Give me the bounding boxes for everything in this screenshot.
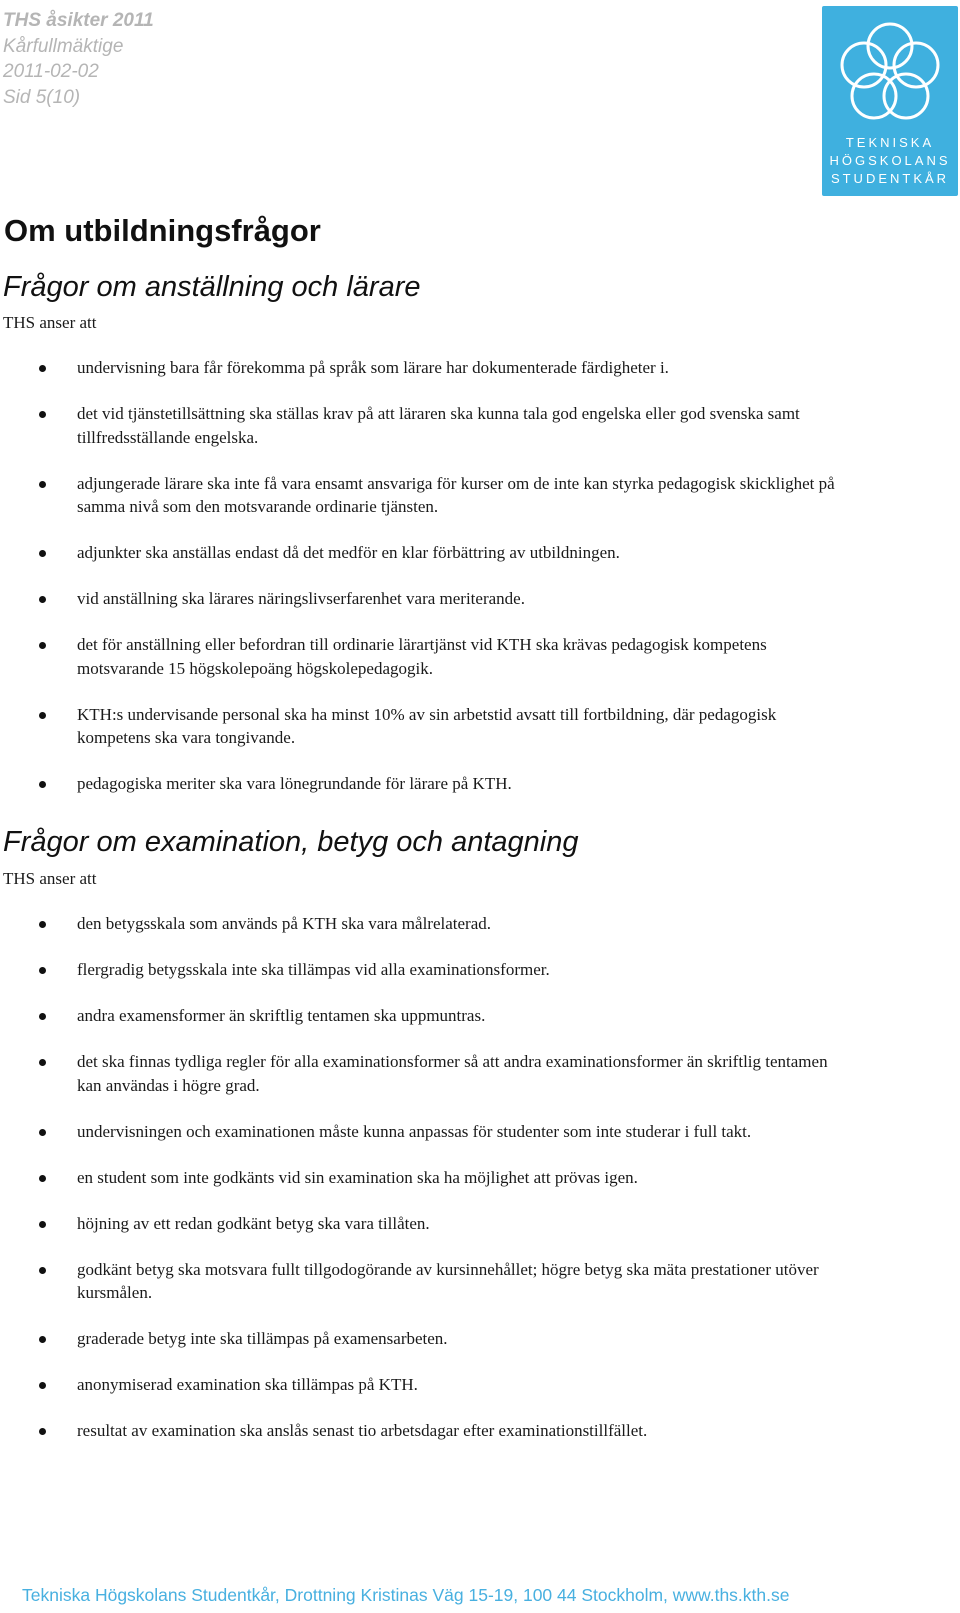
list-item [0, 1120, 847, 1144]
list-item-text: adjunkter ska anställas endast då det medför en klar förbättring av utbildningen. [77, 543, 620, 562]
list-item [0, 633, 847, 680]
logo-line-1: TEKNISKA [845, 135, 935, 150]
section-intro-examination: THS anser att [3, 869, 97, 888]
list-item-text: andra examensformer än skriftlig tentamen ska uppmuntras. [77, 1006, 486, 1025]
list-item [0, 1373, 847, 1397]
header-body-name: Kårfullmäktige [3, 35, 124, 57]
list-item [0, 1004, 847, 1028]
logo-line-3: STUDENTKÅR [830, 171, 950, 186]
list-item-text: det vid tjänstetillsättning ska ställas krav på att läraren ska kunna tala god engelska eller god svenska samt tillfredsställande engelska. [77, 404, 800, 447]
header-page-number: Sid 5(10) [3, 86, 81, 108]
bullet-icon [39, 1129, 46, 1136]
bullet-icon [39, 1336, 46, 1343]
header-meta [3, 8, 154, 110]
bullet-icon [39, 1059, 46, 1066]
section-title-employment: Frågor om anställning och lärare [3, 271, 421, 303]
list-item-text: vid anställning ska lärares näringslivserfarenhet vara meriterande. [77, 589, 525, 608]
interlocking-rings-icon [836, 20, 944, 128]
bullet-icon [39, 481, 46, 488]
list-item [0, 472, 847, 519]
list-item-text: höjning av ett redan godkänt betyg ska vara tillåten. [77, 1213, 430, 1233]
logo-text [822, 134, 958, 188]
section-title-examination: Frågor om examination, betyg och antagning [3, 826, 579, 858]
list-item-text: pedagogiska meriter ska vara lönegrundande för lärare på KTH. [77, 774, 512, 793]
bullet-icon [39, 550, 46, 557]
list-item-text: en student som inte godkänts vid sin examination ska ha möjlighet att prövas igen. [77, 1167, 638, 1187]
ths-logo [822, 6, 958, 196]
bullet-list-examination [0, 912, 900, 1465]
list-item [0, 1258, 847, 1305]
bullet-icon [39, 365, 46, 372]
bullet-icon [39, 781, 46, 788]
list-item-text: anonymiserad examination ska tillämpas på KTH. [77, 1375, 418, 1394]
list-item-text: graderade betyg inte ska tillämpas på examensarbeten. [77, 1329, 448, 1348]
list-item-text: godkänt betyg ska motsvara fullt tillgodogörande av kursinnehållet; högre betyg ska mäta prestationer utöver kursmålen. [77, 1259, 819, 1302]
list-item [0, 1166, 847, 1190]
list-item-text: adjungerade lärare ska inte få vara ensamt ansvariga för kurser om de inte kan styrka pedagogisk skicklighet på samma nivå som den motsvarande ordinarie tjänsten. [77, 473, 835, 516]
list-item-text: resultat av examination ska anslås senast tio arbetsdagar efter examinationstillfället. [77, 1421, 648, 1440]
bullet-icon [39, 596, 46, 603]
list-item [0, 1212, 847, 1236]
list-item-text: det ska finnas tydliga regler för alla examinationsformer så att andra examinationsformer än skriftlig tentamen kan användas i högre grad. [77, 1052, 828, 1095]
list-item-text: undervisningen och examinationen måste kunna anpassas för studenter som inte studerar i full takt. [77, 1121, 752, 1141]
logo-line-2: HÖGSKOLANS [829, 153, 951, 168]
bullet-icon [39, 642, 46, 649]
bullet-icon [39, 1013, 46, 1020]
list-item-text: undervisning bara får förekomma på språk som lärare har dokumenterade färdigheter i. [77, 358, 669, 377]
list-item [0, 541, 847, 565]
list-item [0, 772, 847, 796]
header-org: THS åsikter 2011 [3, 10, 154, 31]
bullet-icon [39, 967, 46, 974]
list-item-text: KTH:s undervisande personal ska ha minst 10% av sin arbetstid avsatt till fortbildning, där pedagogisk kompetens ska vara tongivande. [77, 704, 777, 747]
header-date: 2011-02-02 [3, 61, 99, 82]
bullet-icon [39, 1267, 46, 1274]
bullet-icon [39, 411, 46, 418]
footer-address: Tekniska Högskolans Studentkår, Drottning Kristinas Väg 15-19, 100 44 Stockholm, www.ths.kth.se [22, 1585, 790, 1605]
bullet-icon [39, 921, 46, 928]
list-item [0, 587, 847, 611]
list-item [0, 958, 847, 982]
bullet-icon [39, 1175, 46, 1182]
list-item-text: den betygsskala som används på KTH ska vara målrelaterad. [77, 914, 491, 933]
bullet-icon [39, 712, 46, 719]
bullet-icon [39, 1221, 46, 1228]
list-item-text: det för anställning eller befordran till ordinarie lärartjänst vid KTH ska krävas pedagogisk kompetens motsvarande 15 högskolepoäng högskolepedagogik. [77, 635, 767, 678]
list-item [0, 1050, 847, 1097]
list-item [0, 356, 847, 380]
list-item-text: flergradig betygsskala inte ska tillämpas vid alla examinationsformer. [77, 960, 550, 979]
bullet-icon [39, 1382, 46, 1389]
section-intro-employment: THS anser att [3, 313, 97, 332]
list-item [0, 402, 847, 449]
bullet-icon [39, 1428, 46, 1435]
bullet-list-employment [0, 356, 900, 818]
list-item [0, 1327, 847, 1351]
list-item [0, 703, 847, 750]
list-item [0, 1419, 847, 1443]
page-title: Om utbildningsfrågor [4, 213, 321, 248]
list-item [0, 912, 847, 936]
